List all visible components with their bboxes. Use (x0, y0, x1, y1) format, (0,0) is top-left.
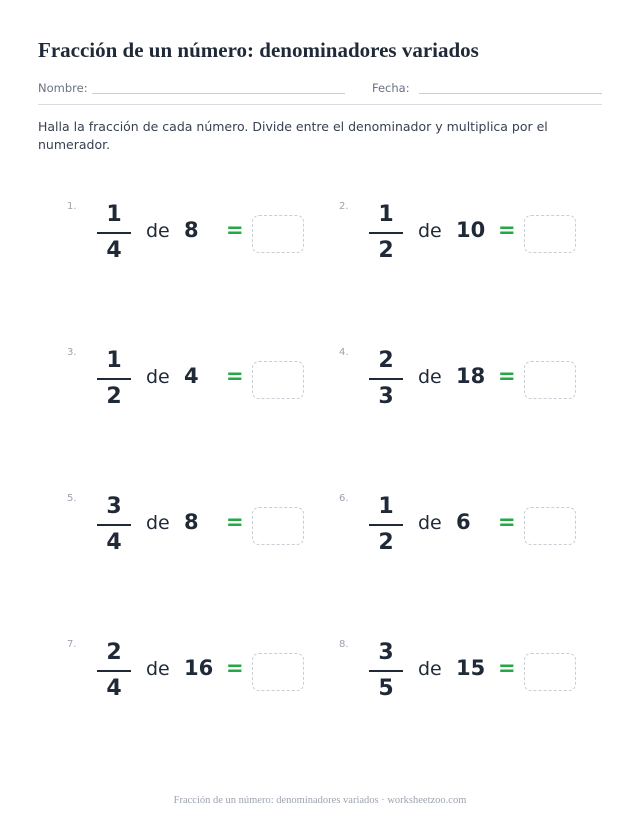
whole-number: 10 (456, 218, 486, 242)
denominator: 3 (378, 384, 394, 409)
problem-7 (67, 639, 327, 709)
problem-1 (67, 201, 327, 271)
equals-sign: = (226, 218, 244, 242)
fraction (97, 347, 131, 411)
problem-number: 1. (67, 201, 77, 212)
problem-3 (67, 347, 327, 417)
connector-word: de (418, 512, 442, 534)
numerator: 1 (378, 202, 394, 227)
fraction-bar (97, 232, 131, 234)
problem-number: 8. (339, 639, 349, 650)
denominator: 4 (106, 530, 122, 555)
whole-number: 6 (456, 510, 471, 534)
whole-number: 15 (456, 656, 486, 680)
connector-word: de (418, 220, 442, 242)
answer-box[interactable] (524, 507, 576, 545)
problem-6 (339, 493, 599, 563)
denominator: 5 (378, 676, 394, 701)
connector-word: de (418, 658, 442, 680)
instructions: Halla la fracción de cada número. Divide entre el denominador y multiplica por el numerador. (38, 119, 548, 152)
connector-word: de (146, 220, 170, 242)
fraction (97, 201, 131, 265)
problem-number: 5. (67, 493, 77, 504)
fraction (97, 639, 131, 703)
fraction-bar (369, 670, 403, 672)
connector-word: de (146, 658, 170, 680)
fraction (97, 493, 131, 557)
equals-sign: = (498, 656, 516, 680)
problem-5 (67, 493, 327, 563)
fraction-bar (97, 378, 131, 380)
date-label: Fecha: (372, 81, 410, 95)
problem-number: 4. (339, 347, 349, 358)
answer-box[interactable] (252, 215, 304, 253)
fraction (369, 201, 403, 265)
numerator: 2 (106, 640, 122, 665)
numerator: 1 (106, 202, 122, 227)
fraction (369, 639, 403, 703)
date-field[interactable] (419, 93, 602, 94)
numerator: 2 (378, 348, 394, 373)
name-field[interactable] (92, 93, 345, 94)
whole-number: 18 (456, 364, 486, 388)
numerator: 3 (378, 640, 394, 665)
problem-number: 3. (67, 347, 77, 358)
denominator: 2 (378, 238, 394, 263)
footer-credit: Fracción de un número: denominadores variados · worksheetzoo.com (173, 795, 467, 806)
problem-number: 6. (339, 493, 349, 504)
numerator: 1 (378, 494, 394, 519)
equals-sign: = (498, 218, 516, 242)
answer-box[interactable] (252, 361, 304, 399)
problem-8 (339, 639, 599, 709)
whole-number: 8 (184, 510, 199, 534)
fraction-bar (97, 524, 131, 526)
answer-box[interactable] (524, 653, 576, 691)
equals-sign: = (226, 364, 244, 388)
fraction (369, 347, 403, 411)
worksheet-title: Fracción de un número: denominadores variados (38, 38, 479, 62)
equals-sign: = (226, 656, 244, 680)
answer-box[interactable] (524, 361, 576, 399)
name-label: Nombre: (38, 81, 88, 95)
denominator: 4 (106, 676, 122, 701)
answer-box[interactable] (252, 653, 304, 691)
whole-number: 16 (184, 656, 214, 680)
problem-number: 2. (339, 201, 349, 212)
numerator: 1 (106, 348, 122, 373)
whole-number: 4 (184, 364, 199, 388)
answer-box[interactable] (524, 215, 576, 253)
whole-number: 8 (184, 218, 199, 242)
denominator: 2 (106, 384, 122, 409)
numerator: 3 (106, 494, 122, 519)
connector-word: de (146, 512, 170, 534)
fraction (369, 493, 403, 557)
problem-number: 7. (67, 639, 77, 650)
connector-word: de (146, 366, 170, 388)
fraction-bar (369, 232, 403, 234)
denominator: 4 (106, 238, 122, 263)
connector-word: de (418, 366, 442, 388)
equals-sign: = (226, 510, 244, 534)
equals-sign: = (498, 364, 516, 388)
header-divider (38, 104, 602, 105)
equals-sign: = (498, 510, 516, 534)
fraction-bar (369, 524, 403, 526)
answer-box[interactable] (252, 507, 304, 545)
problem-2 (339, 201, 599, 271)
denominator: 2 (378, 530, 394, 555)
fraction-bar (97, 670, 131, 672)
problem-4 (339, 347, 599, 417)
fraction-bar (369, 378, 403, 380)
